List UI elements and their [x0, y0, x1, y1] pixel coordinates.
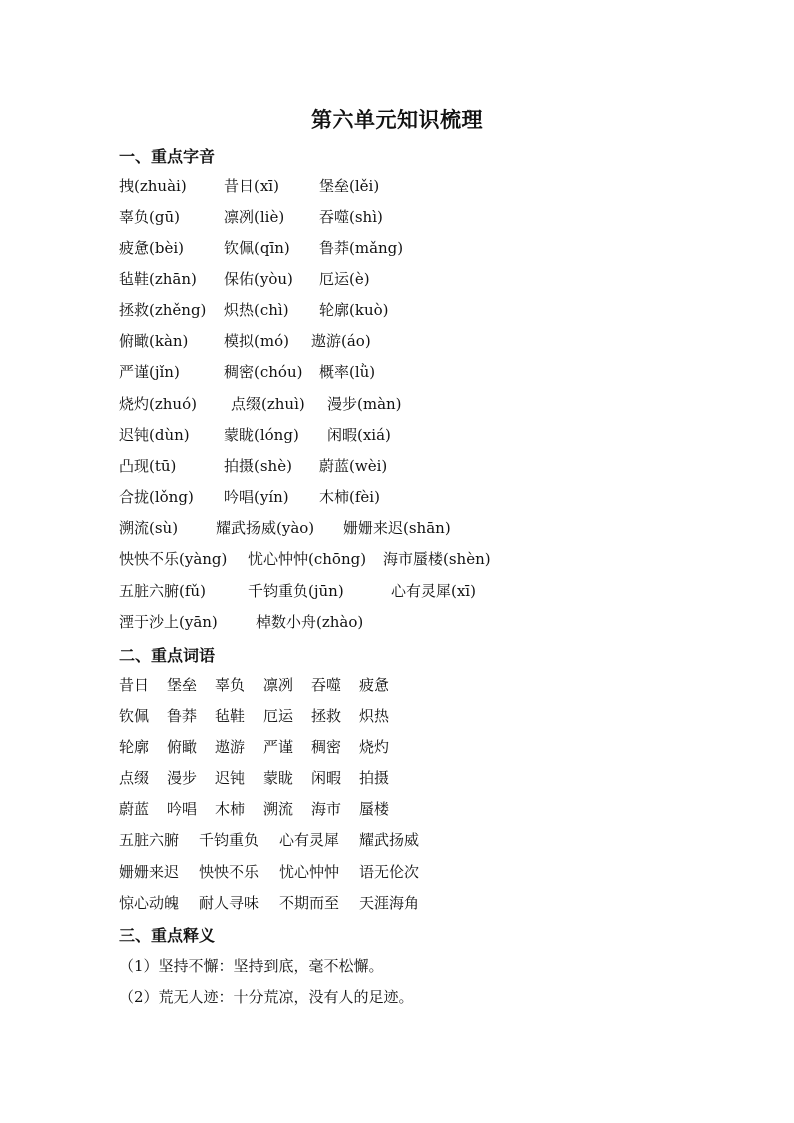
- pronunciation-item: 毡鞋(zhān): [119, 270, 197, 288]
- pronunciation-item: 炽热(chì): [224, 301, 289, 319]
- pronunciation-item: 千钧重负(jūn): [248, 582, 344, 600]
- pronunciation-item: 模拟(mó): [224, 332, 289, 350]
- vocabulary-word: 耐人寻味: [199, 894, 260, 912]
- pronunciation-item: 姗姗来迟(shān): [343, 519, 451, 537]
- vocabulary-word: 点缀: [119, 769, 150, 787]
- vocabulary-word: 心有灵犀: [279, 831, 340, 849]
- pronunciation-item: 闲暇(xiá): [327, 426, 391, 444]
- vocabulary-word: 不期而至: [279, 894, 340, 912]
- pronunciation-item: 辜负(gū): [119, 208, 180, 226]
- pronunciation-item: 昔日(xī): [224, 177, 279, 195]
- pronunciation-item: 蒙眬(lóng): [224, 426, 299, 444]
- pronunciation-item: 保佑(yòu): [224, 270, 293, 288]
- vocabulary-word: 溯流: [263, 800, 294, 818]
- vocabulary-word: 毡鞋: [215, 707, 246, 725]
- vocabulary-word: 千钧重负: [199, 831, 260, 849]
- vocabulary-word: 昔日: [119, 676, 150, 694]
- pronunciation-item: 钦佩(qīn): [224, 239, 290, 257]
- pronunciation-item: 凸现(tū): [119, 457, 177, 475]
- vocabulary-word: 耀武扬威: [359, 831, 420, 849]
- vocabulary-word: 蜃楼: [359, 800, 390, 818]
- vocabulary-word: 轮廓: [119, 738, 150, 756]
- pronunciation-item: 棹数小舟(zhào): [256, 613, 364, 631]
- pronunciation-item: 俯瞰(kàn): [119, 332, 189, 350]
- pronunciation-item: 鲁莽(mǎng): [319, 239, 404, 257]
- vocabulary-word: 凛冽: [263, 676, 294, 694]
- pronunciation-item: 湮于沙上(yān): [119, 613, 218, 631]
- pronunciation-item: 轮廓(kuò): [319, 301, 389, 319]
- vocabulary-word: 疲惫: [359, 676, 390, 694]
- vocabulary-word: 姗姗来迟: [119, 863, 180, 881]
- pronunciation-item: 遨游(áo): [311, 332, 371, 350]
- pronunciation-item: 吞噬(shì): [319, 208, 383, 226]
- pronunciation-item: 严谨(jǐn): [119, 363, 180, 381]
- vocabulary-word: 迟钝: [215, 769, 246, 787]
- vocabulary-word: 漫步: [167, 769, 198, 787]
- pronunciation-item: 堡垒(lěi): [319, 177, 380, 195]
- vocabulary-word: 堡垒: [167, 676, 198, 694]
- vocabulary-word: 辜负: [215, 676, 246, 694]
- pronunciation-item: 怏怏不乐(yàng): [119, 550, 228, 568]
- pronunciation-item: 合拢(lǒng): [119, 488, 194, 506]
- pronunciation-item: 木柿(fèi): [319, 488, 380, 506]
- vocabulary-word: 稠密: [311, 738, 342, 756]
- pronunciation-item: 溯流(sù): [119, 519, 179, 537]
- pronunciation-item: 稠密(chóu): [224, 363, 303, 381]
- vocabulary-word: 语无伦次: [359, 863, 420, 881]
- pronunciation-item: 耀武扬威(yào): [216, 519, 315, 537]
- vocabulary-word: 木柿: [215, 800, 246, 818]
- vocabulary-word: 俯瞰: [167, 738, 198, 756]
- vocabulary-word: 蔚蓝: [119, 800, 150, 818]
- pronunciation-item: 烧灼(zhuó): [119, 395, 197, 413]
- pronunciation-item: 拽(zhuài): [119, 177, 187, 195]
- pronunciation-item: 五脏六腑(fǔ): [119, 582, 206, 600]
- definition-item: （1）坚持不懈：坚持到底，毫不松懈。: [119, 957, 384, 975]
- vocabulary-word: 五脏六腑: [119, 831, 180, 849]
- vocabulary-word: 鲁莽: [167, 707, 198, 725]
- vocabulary-word: 天涯海角: [359, 894, 420, 912]
- section-heading-pronunciation: 一、重点字音: [119, 147, 216, 166]
- pronunciation-item: 点缀(zhuì): [231, 395, 305, 413]
- vocabulary-word: 忧心忡忡: [279, 863, 340, 881]
- vocabulary-word: 烧灼: [359, 738, 390, 756]
- pronunciation-item: 凛冽(liè): [224, 208, 285, 226]
- pronunciation-item: 拯救(zhěng): [119, 301, 207, 319]
- vocabulary-word: 怏怏不乐: [199, 863, 260, 881]
- pronunciation-item: 蔚蓝(wèi): [319, 457, 388, 475]
- vocabulary-word: 吞噬: [311, 676, 342, 694]
- vocabulary-word: 炽热: [359, 707, 390, 725]
- section-heading-definitions: 三、重点释义: [119, 926, 216, 945]
- pronunciation-item: 疲惫(bèi): [119, 239, 184, 257]
- vocabulary-word: 严谨: [263, 738, 294, 756]
- pronunciation-item: 忧心忡忡(chōng): [248, 550, 367, 568]
- vocabulary-word: 吟唱: [167, 800, 198, 818]
- definition-item: （2）荒无人迹：十分荒凉，没有人的足迹。: [119, 988, 414, 1006]
- vocabulary-word: 海市: [311, 800, 342, 818]
- vocabulary-word: 惊心动魄: [119, 894, 180, 912]
- vocabulary-word: 闲暇: [311, 769, 342, 787]
- vocabulary-word: 厄运: [263, 707, 294, 725]
- pronunciation-item: 概率(lǜ): [319, 363, 376, 381]
- pronunciation-item: 心有灵犀(xī): [391, 582, 476, 600]
- vocabulary-word: 拯救: [311, 707, 342, 725]
- pronunciation-item: 厄运(è): [319, 270, 370, 288]
- pronunciation-item: 迟钝(dùn): [119, 426, 190, 444]
- pronunciation-item: 漫步(màn): [327, 395, 402, 413]
- pronunciation-item: 吟唱(yín): [224, 488, 289, 506]
- pronunciation-item: 海市蜃楼(shèn): [383, 550, 491, 568]
- vocabulary-word: 拍摄: [359, 769, 390, 787]
- vocabulary-word: 遨游: [215, 738, 246, 756]
- section-heading-vocabulary: 二、重点词语: [119, 646, 216, 665]
- page-title: 第六单元知识梳理: [311, 107, 483, 132]
- pronunciation-item: 拍摄(shè): [224, 457, 292, 475]
- vocabulary-word: 钦佩: [119, 707, 150, 725]
- vocabulary-word: 蒙眬: [263, 769, 294, 787]
